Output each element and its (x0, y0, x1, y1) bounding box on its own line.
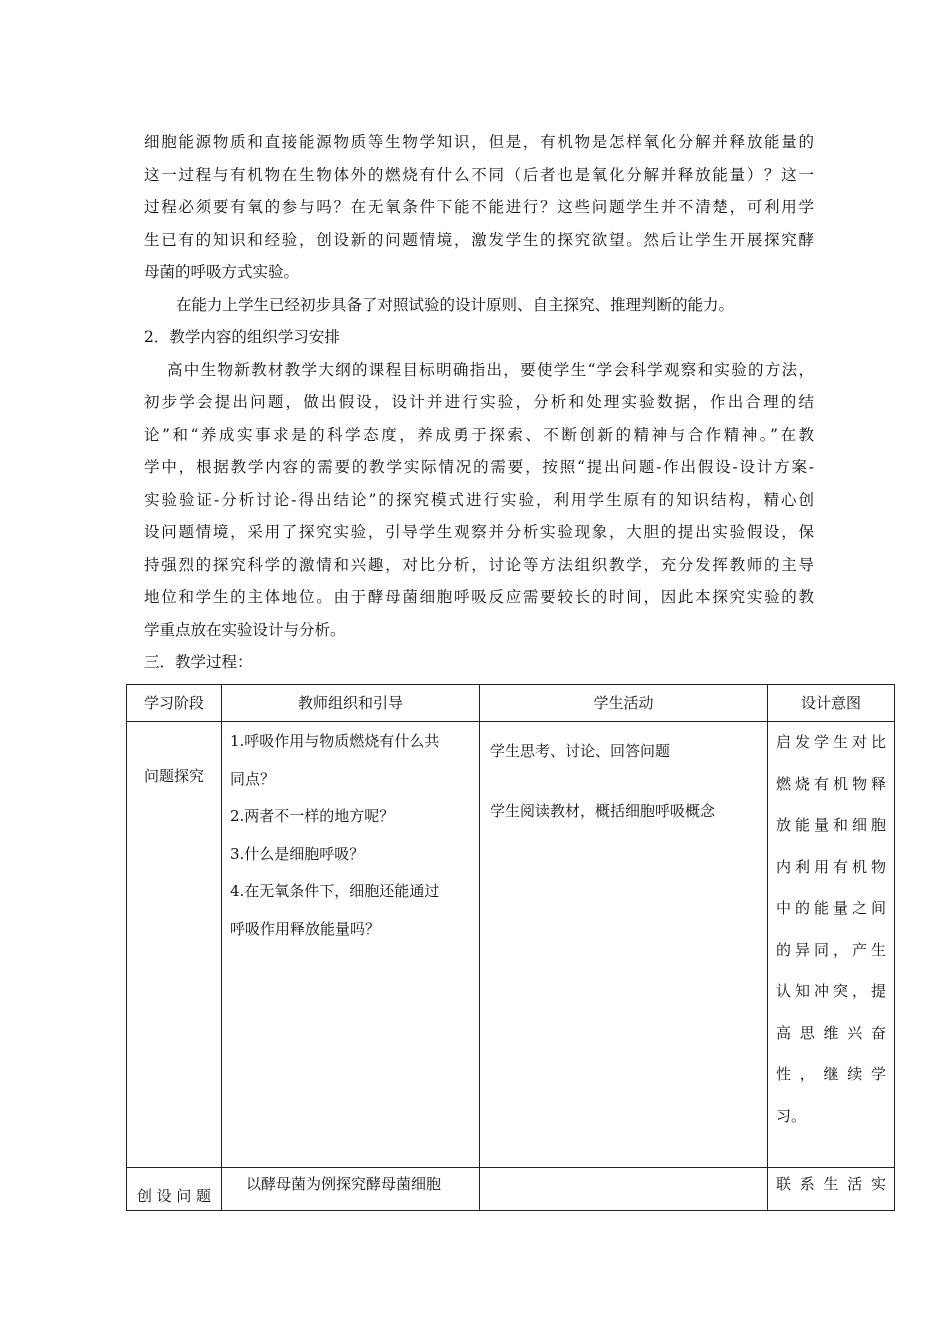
header-cell: 设计意图 (768, 685, 895, 722)
teacher-line: 呼吸作用释放能量吗？ (230, 919, 381, 938)
text-line: 这一过程与有机物在生物体外的燃烧有什么不同（后者也是氧化分解并释放能量）？这一 (144, 165, 814, 184)
design-line: 启发学生对比 (776, 733, 886, 751)
design-line: 的异同，产生 (776, 940, 886, 959)
intro-paragraph (144, 126, 814, 679)
header-cell: 学习阶段 (127, 685, 222, 722)
table-row (127, 722, 895, 1168)
design-line: 燃烧有机物释 (776, 774, 886, 793)
teacher-line: 2.两者不一样的地方呢？ (230, 807, 395, 825)
table-header-row (127, 685, 895, 722)
design-line: 联系生活实 (776, 1175, 886, 1193)
text-line: 细胞能源物质和直接能源物质等生物学知识，但是，有机物是怎样氧化分解并释放能量的 (144, 133, 814, 151)
text-line: 实验验证-分析讨论-得出结论”的探究模式进行实验，利用学生原有的知识结构，精心创 (144, 490, 814, 509)
header-cell: 教师组织和引导 (222, 685, 480, 722)
design-line: 中的能量之间 (776, 899, 886, 917)
design-line: 认知冲突，提 (776, 982, 886, 1000)
section2-heading: 2．教学内容的组织学习安排 (144, 328, 340, 346)
design-cell (768, 722, 895, 1168)
design-line: 放能量和细胞 (776, 816, 886, 834)
design-line: 内利用有机物 (776, 857, 886, 876)
teacher-line: 同点？ (230, 769, 276, 788)
text-line: 学中，根据教学内容的需要的教学实际情况的需要，按照“提出问题-作出假设-设计方案- (144, 458, 814, 476)
design-line: 性，继续学 (776, 1065, 886, 1083)
text-line: 学重点放在实验设计与分析。 (144, 620, 346, 639)
teacher-cell (222, 722, 480, 1168)
teacher-line: 以酵母菌为例探究酵母菌细胞 (246, 1175, 442, 1193)
text-line: 生已有的知识和经验，创设新的问题情境，激发学生的探究欲望。然后让学生开展探究酵 (144, 230, 814, 249)
student-cell (480, 722, 768, 1168)
student-line: 学生阅读教材，概括细胞呼吸概念 (490, 802, 716, 820)
stage-label: 问题探究 (143, 767, 204, 785)
text-line: 过程必须要有氧的参与吗？在无氧条件下能不能进行？这些问题学生并不清楚，可利用学 (144, 198, 814, 216)
design-line: 高思维兴奋 (776, 1023, 886, 1042)
stage-cell (127, 722, 222, 1168)
teacher-cell (222, 1168, 480, 1211)
stage-cell (127, 1168, 222, 1211)
teacher-line: 1.呼吸作用与物质燃烧有什么共 (230, 732, 440, 750)
text-line: 地位和学生的主体地位。由于酵母菌细胞呼吸反应需要较长的时间，因此本探究实验的教 (144, 588, 814, 606)
design-line: 习。 (776, 1106, 807, 1125)
student-line: 学生思考、讨论、回答问题 (490, 742, 671, 760)
teacher-line: 4.在无氧条件下，细胞还能通过 (230, 882, 440, 900)
section3-heading: 三．教学过程： (144, 653, 253, 671)
teaching-process-table (126, 684, 895, 1211)
student-cell (480, 1168, 768, 1211)
ability-line: 在能力上学生已经初步具备了对照试验的设计原则、自主探究、推理判断的能力。 (176, 295, 735, 314)
text-line: 持强烈的探究科学的激情和兴趣，对比分析，讨论等方法组织教学，充分发挥教师的主导 (144, 555, 814, 574)
text-line: 设问题情境，采用了探究实验，引导学生观察并分析实验现象，大胆的提出实验假设，保 (144, 523, 814, 541)
text-line: 论”和“养成实事求是的科学态度，养成勇于探索、不断创新的精神与合作精神。”在教 (144, 425, 814, 444)
stage-label: 创设问题 (137, 1187, 211, 1205)
teacher-line: 3.什么是细胞呼吸？ (230, 844, 365, 863)
text-line: 母菌的呼吸方式实验。 (144, 263, 300, 281)
text-line: 初步学会提出问题，做出假设，设计并进行实验，分析和处理实验数据，作出合理的结 (144, 393, 814, 411)
header-cell: 学生活动 (480, 685, 768, 722)
text-line: 高中生物新教材教学大纲的课程目标明确指出，要使学生“学会科学观察和实验的方法， (167, 360, 814, 379)
table-row (127, 1168, 895, 1211)
design-cell (768, 1168, 895, 1211)
